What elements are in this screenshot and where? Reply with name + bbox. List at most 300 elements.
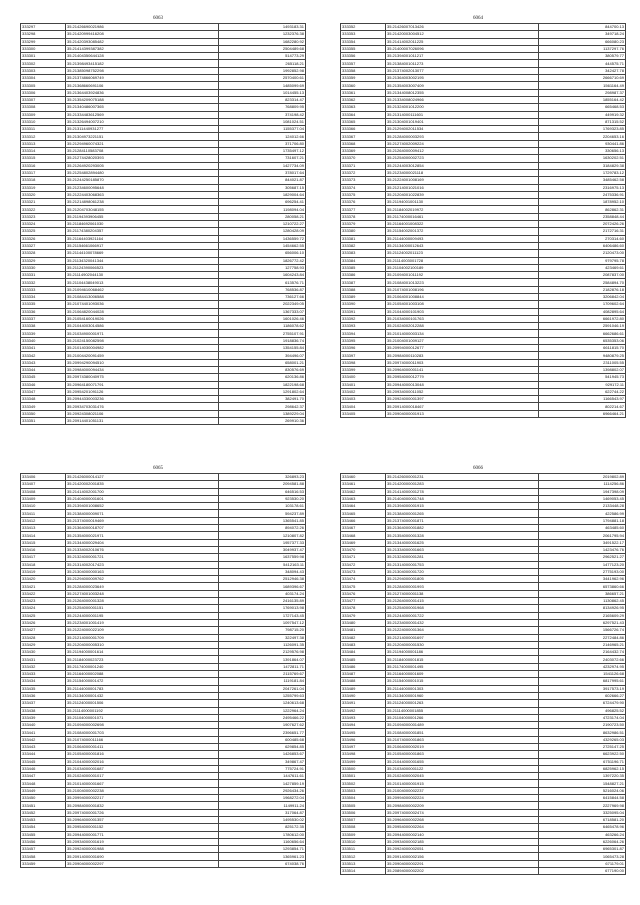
id-cell: 333374 [341, 184, 386, 191]
id-cell: 333485 [341, 656, 386, 663]
table-row [341, 45, 626, 52]
value-cell: 35.21274428020393 [66, 155, 219, 162]
value-cell: 35.21314000111601 [386, 111, 539, 118]
table-row [341, 206, 626, 213]
value-cell: 35.20954000001152 [66, 824, 219, 831]
table-row [341, 714, 626, 721]
table-row [21, 162, 306, 169]
amount-cell: 1454662.55 [219, 242, 306, 249]
table-row [341, 257, 626, 264]
table-row [21, 546, 306, 553]
id-cell: 333505 [341, 802, 386, 809]
value-cell: 35.21104002100189 [386, 264, 539, 271]
table-row [341, 279, 626, 286]
table-row [341, 301, 626, 308]
value-cell: 35.21144000009493 [386, 235, 539, 242]
id-cell: 333506 [341, 809, 386, 816]
table-row [341, 525, 626, 532]
table-row [341, 868, 626, 875]
amount-cell: 1604243.84 [219, 272, 306, 279]
amount-cell: 2584894.70 [539, 279, 626, 286]
id-cell: 333352 [341, 24, 386, 31]
table-row [341, 67, 626, 74]
table-row [21, 177, 306, 184]
table-row [21, 184, 306, 191]
id-cell: 333359 [341, 75, 386, 82]
table-row [341, 308, 626, 315]
table-row [21, 396, 306, 403]
amount-cell: 449919.32 [539, 111, 626, 118]
value-cell: 35.21174000016461 [386, 213, 539, 220]
value-cell: 35.21124000001263 [386, 700, 539, 707]
table-row [341, 155, 626, 162]
data-table [340, 23, 626, 418]
amount-cell: 1126091.35 [219, 641, 306, 648]
id-cell: 333414 [21, 532, 66, 539]
table-row [21, 503, 306, 510]
value-cell: 35.20914401051131 [66, 418, 219, 425]
id-cell: 333477 [341, 598, 386, 605]
value-cell: 35.21054000001863 [386, 751, 539, 758]
id-cell: 333475 [341, 583, 386, 590]
value-cell: 35.21344008012355 [386, 89, 539, 96]
id-cell: 333351 [21, 418, 66, 425]
value-cell: 35.20924000001988 [66, 846, 219, 853]
amount-cell: 348094.43 [219, 568, 306, 575]
value-cell: 35.21194000001186 [386, 649, 539, 656]
id-cell: 333353 [341, 31, 386, 38]
id-cell: 333328 [21, 250, 66, 257]
table-row [341, 795, 626, 802]
value-cell: 35.21414002001700 [66, 488, 219, 495]
value-cell: 35.21054160019026 [66, 315, 219, 322]
value-cell: 35.21324000001721 [66, 554, 219, 561]
table-row [341, 773, 626, 780]
amount-cell: 5412163.11 [219, 561, 306, 568]
value-cell: 35.21385098752298 [66, 67, 219, 74]
table-row [21, 374, 306, 381]
id-cell: 333373 [341, 177, 386, 184]
id-cell: 333424 [21, 605, 66, 612]
amount-cell: 6415844.58 [539, 795, 626, 802]
id-cell: 333488 [341, 678, 386, 685]
value-cell: 35.20994000002224 [386, 795, 539, 802]
id-cell: 333356 [341, 53, 386, 60]
id-cell: 333397 [341, 352, 386, 359]
value-cell: 35.20944000001771 [66, 831, 219, 838]
table-row [341, 780, 626, 787]
id-cell: 333441 [21, 729, 66, 736]
value-cell: 35.21064000001411 [66, 743, 219, 750]
table-row [21, 213, 306, 220]
value-cell: 35.21334002010676 [66, 546, 219, 553]
table-row [341, 495, 626, 502]
table-row [341, 619, 626, 626]
table-row [21, 824, 306, 831]
table-row [341, 590, 626, 597]
id-cell: 333483 [341, 641, 386, 648]
amount-cell: 1855164.42 [539, 96, 626, 103]
amount-cell: 280058.21 [219, 213, 306, 220]
id-cell: 333299 [21, 38, 66, 45]
value-cell: 35.20964000001357 [66, 816, 219, 823]
value-cell: 35.21244003012854 [386, 162, 539, 169]
table-row [341, 403, 626, 410]
id-cell: 333354 [341, 38, 386, 45]
id-cell: 333320 [21, 191, 66, 198]
table-row [21, 707, 306, 714]
value-cell: 35.21214000001697 [386, 634, 539, 641]
value-cell: 35.21244000001722 [386, 612, 539, 619]
table-row [341, 663, 626, 670]
amount-cell: 1426853.67 [219, 751, 306, 758]
table-row [21, 359, 306, 366]
amount-cell: 4329265.03 [539, 736, 626, 743]
table-row [341, 517, 626, 524]
id-cell: 333400 [341, 374, 386, 381]
id-cell: 333390 [341, 301, 386, 308]
table-row [341, 758, 626, 765]
table-row [21, 773, 306, 780]
table-row [341, 286, 626, 293]
table-row [21, 242, 306, 249]
id-cell: 333362 [341, 96, 386, 103]
id-cell: 333350 [21, 410, 66, 417]
amount-cell: 1119181.84 [219, 678, 306, 685]
table-row [341, 787, 626, 794]
value-cell: 35.21420393085482 [66, 38, 219, 45]
id-cell: 333493 [341, 714, 386, 721]
value-cell: 35.21314000001753 [386, 561, 539, 568]
value-cell: 35.21364000001882 [386, 525, 539, 532]
value-cell: 35.21344000029404 [66, 539, 219, 546]
value-cell: 35.21124390066523 [66, 264, 219, 271]
table-row [21, 67, 306, 74]
table-row [341, 685, 626, 692]
value-cell: 35.21094001011192 [386, 272, 539, 279]
amount-cell: 894072.26 [219, 525, 306, 532]
id-cell: 333311 [21, 126, 66, 133]
value-cell: 35.21384001011273 [386, 60, 539, 67]
amount-cell: 2272484.86 [539, 634, 626, 641]
table-row [341, 388, 626, 395]
table-row [341, 242, 626, 249]
table-row [21, 140, 306, 147]
value-cell: 35.21184000023723 [66, 656, 219, 663]
id-cell: 333346 [21, 381, 66, 388]
id-cell: 333471 [341, 554, 386, 561]
amount-cell: 1907627.62 [219, 722, 306, 729]
amount-cell: 496825.52 [539, 707, 626, 714]
id-cell: 333474 [341, 576, 386, 583]
amount-cell: 2591046.19 [539, 323, 626, 330]
id-cell: 333395 [341, 337, 386, 344]
amount-cell: 1472811.71 [219, 663, 306, 670]
table-row [341, 53, 626, 60]
value-cell: 35.21174380204357 [66, 228, 219, 235]
amount-cell: 1469053.45 [539, 495, 626, 502]
table-row [341, 315, 626, 322]
amount-cell: 768536.87 [219, 286, 306, 293]
value-cell: 35.21394000001915 [386, 503, 539, 510]
table-row [21, 649, 306, 656]
id-cell: 333345 [21, 374, 66, 381]
amount-cell: 1293854.71 [219, 846, 306, 853]
table-row [341, 532, 626, 539]
table-row [21, 352, 306, 359]
id-cell: 333364 [341, 111, 386, 118]
table-row [341, 481, 626, 488]
table-row [341, 568, 626, 575]
value-cell: 35.20984000110283 [386, 352, 539, 359]
value-cell: 35.21414399387382 [66, 45, 219, 52]
table-row [341, 809, 626, 816]
value-cell: 35.21134000012643 [386, 242, 539, 249]
table-row [341, 82, 626, 89]
id-cell: 333301 [21, 53, 66, 60]
id-cell: 333307 [21, 96, 66, 103]
table-row [21, 96, 306, 103]
amount-cell: 8632986.51 [539, 729, 626, 736]
id-cell: 333322 [21, 206, 66, 213]
table-row [21, 590, 306, 597]
value-cell: 35.20944000013048 [386, 381, 539, 388]
value-cell: 35.21244000001195 [66, 612, 219, 619]
table-row [341, 191, 626, 198]
table-row [21, 846, 306, 853]
id-cell: 333338 [21, 323, 66, 330]
table-row [341, 700, 626, 707]
value-cell: 35.21014030004982 [66, 345, 219, 352]
id-cell: 333491 [341, 700, 386, 707]
amount-cell: 6825962.15 [539, 765, 626, 772]
id-cell: 333412 [21, 517, 66, 524]
table-row [21, 612, 306, 619]
table-row [21, 758, 306, 765]
table-row [21, 765, 306, 772]
id-cell: 333434 [21, 678, 66, 685]
id-cell: 333302 [21, 60, 66, 67]
id-cell: 333316 [21, 162, 66, 169]
value-cell: 35.21374002013077 [386, 67, 539, 74]
id-cell: 333460 [341, 474, 386, 481]
value-cell: 35.21254000001151 [66, 605, 219, 612]
value-cell: 35.21311440931277 [66, 126, 219, 133]
value-cell: 35.21014000003134 [386, 330, 539, 337]
id-cell: 333304 [21, 75, 66, 82]
table-row [21, 860, 306, 867]
value-cell: 35.21284110583708 [66, 148, 219, 155]
id-cell: 333375 [341, 191, 386, 198]
amount-cell: 6966464.21 [539, 410, 626, 417]
amount-cell: 1232376.38 [219, 31, 306, 38]
value-cell: 35.21334008024966 [386, 96, 539, 103]
amount-cell: 6573860.66 [539, 583, 626, 590]
amount-cell: 2396651.77 [219, 729, 306, 736]
table-row [21, 337, 306, 344]
amount-cell: 6406486.60 [539, 242, 626, 249]
id-cell: 333402 [341, 388, 386, 395]
value-cell: 35.21426007013426 [386, 24, 539, 31]
value-cell: 35.21394001008652 [66, 503, 219, 510]
value-cell: 35.21254802894480 [66, 169, 219, 176]
id-cell: 333499 [341, 758, 386, 765]
value-cell: 35.20984000094434 [66, 366, 219, 373]
value-cell: 35.21354209075188 [66, 96, 219, 103]
id-cell: 333389 [341, 293, 386, 300]
amount-cell: 3325095.04 [539, 809, 626, 816]
amount-cell: 394496.07 [219, 352, 306, 359]
amount-cell: 1427859.19 [219, 780, 306, 787]
amount-cell: 1735497.12 [219, 148, 306, 155]
table-row [341, 649, 626, 656]
table-row [21, 539, 306, 546]
table-row [21, 802, 306, 809]
id-cell: 333393 [341, 323, 386, 330]
amount-cell: 2094581.88 [219, 481, 306, 488]
value-cell: 35.21124002011123 [386, 250, 539, 257]
id-cell: 333501 [341, 773, 386, 780]
value-cell: 35.20934000002185 [386, 838, 539, 845]
value-cell: 35.21234000001432 [386, 619, 539, 626]
value-cell: 35.21224000001364 [386, 627, 539, 634]
amount-cell: 2115769.67 [219, 671, 306, 678]
table-row [21, 568, 306, 575]
id-cell: 333399 [341, 366, 386, 373]
panel-title: 6063 [153, 16, 163, 21]
value-cell: 35.21204001022839 [386, 191, 539, 198]
value-cell: 35.21354000021971 [66, 532, 219, 539]
id-cell: 333448 [21, 780, 66, 787]
id-cell: 333461 [341, 481, 386, 488]
id-cell: 333514 [341, 868, 386, 875]
table-row [21, 678, 306, 685]
value-cell: 35.21264000001328 [66, 598, 219, 605]
amount-cell: 2403072.66 [539, 656, 626, 663]
amount-cell: 317064.87 [219, 809, 306, 816]
id-cell: 333470 [341, 546, 386, 553]
value-cell: 35.21364000018707 [66, 525, 219, 532]
amount-cell: 2019802.89 [539, 474, 626, 481]
id-cell: 333440 [21, 722, 66, 729]
amount-cell: 594237.89 [219, 510, 306, 517]
value-cell: 35.21114000001855 [386, 707, 539, 714]
value-cell: 35.21294000009762 [66, 576, 219, 583]
value-cell: 35.21064001008844 [386, 293, 539, 300]
table-row [21, 722, 306, 729]
id-cell: 333309 [21, 111, 66, 118]
table-row [341, 221, 626, 228]
id-cell: 333444 [21, 751, 66, 758]
amount-cell: 3485462.58 [539, 177, 626, 184]
amount-cell: 2962521.27 [539, 554, 626, 561]
value-cell: 35.21374000001871 [386, 517, 539, 524]
amount-cell: 5216024.06 [539, 787, 626, 794]
amount-cell: 613576.71 [219, 279, 306, 286]
value-cell: 35.20934000001619 [66, 838, 219, 845]
amount-cell: 1769013.98 [219, 605, 306, 612]
amount-cell: 6535353.06 [539, 337, 626, 344]
value-cell: 35.21368660691106 [66, 82, 219, 89]
id-cell: 333446 [21, 765, 66, 772]
panel-title: 6064 [473, 16, 483, 21]
id-cell: 333408 [21, 488, 66, 495]
table-row [21, 853, 306, 860]
id-cell: 333384 [341, 257, 386, 264]
table-row [341, 576, 626, 583]
amount-cell: 2204653.16 [539, 133, 626, 140]
value-cell: 35.21400007026096 [386, 45, 539, 52]
table-panel-2 [340, 14, 624, 418]
amount-cell: 2061795.94 [539, 532, 626, 539]
table-row [341, 656, 626, 663]
amount-cell: 1397220.35 [539, 773, 626, 780]
id-cell: 333486 [341, 663, 386, 670]
id-cell: 333329 [21, 257, 66, 264]
table-row [21, 729, 306, 736]
amount-cell: 2755107.91 [219, 330, 306, 337]
value-cell: 35.20994290094510 [66, 359, 219, 366]
amount-cell: 2475336.91 [539, 191, 626, 198]
table-row [21, 641, 306, 648]
id-cell: 333478 [341, 605, 386, 612]
data-table [340, 473, 626, 875]
value-cell: 35.21204000005310 [66, 641, 219, 648]
amount-cell: 6751196.71 [539, 758, 626, 765]
value-cell: 35.21234000021118 [386, 169, 539, 176]
value-cell: 35.21064000002019 [386, 743, 539, 750]
amount-cell: 6611815.70 [539, 345, 626, 352]
table-row [341, 671, 626, 678]
amount-cell: 6623922.50 [539, 751, 626, 758]
amount-cell: 1014455.13 [219, 89, 306, 96]
id-cell: 333369 [341, 148, 386, 155]
table-row [341, 228, 626, 235]
amount-cell: 775724.91 [219, 765, 306, 772]
id-cell: 333333 [21, 286, 66, 293]
table-row [21, 82, 306, 89]
id-cell: 333436 [21, 692, 66, 699]
id-cell: 333398 [341, 359, 386, 366]
table-row [21, 714, 306, 721]
value-cell: 35.21174000001240 [66, 663, 219, 670]
amount-cell: 2570400.61 [219, 75, 306, 82]
table-panel-4 [340, 464, 624, 875]
id-cell: 333361 [341, 89, 386, 96]
amount-cell: 541945.73 [539, 374, 626, 381]
table-row [341, 337, 626, 344]
id-cell: 333347 [21, 388, 66, 395]
id-cell: 333303 [21, 67, 66, 74]
table-row [21, 634, 306, 641]
amount-cell: 326893.23 [219, 474, 306, 481]
amount-cell: 124012.66 [219, 133, 306, 140]
table-row [341, 31, 626, 38]
amount-cell: 1389229.04 [219, 410, 306, 417]
value-cell: 35.21024000001017 [66, 773, 219, 780]
amount-cell: 671179.01 [539, 860, 626, 867]
amount-cell: 825172.35 [219, 824, 306, 831]
value-cell: 35.21104000001266 [386, 714, 539, 721]
table-row [341, 60, 626, 67]
amount-cell: 269910.36 [219, 418, 306, 425]
id-cell: 333401 [341, 381, 386, 388]
id-cell: 333435 [21, 685, 66, 692]
id-cell: 333355 [341, 45, 386, 52]
id-cell: 333479 [341, 612, 386, 619]
value-cell: 35.21164001008322 [386, 221, 539, 228]
table-row [21, 619, 306, 626]
